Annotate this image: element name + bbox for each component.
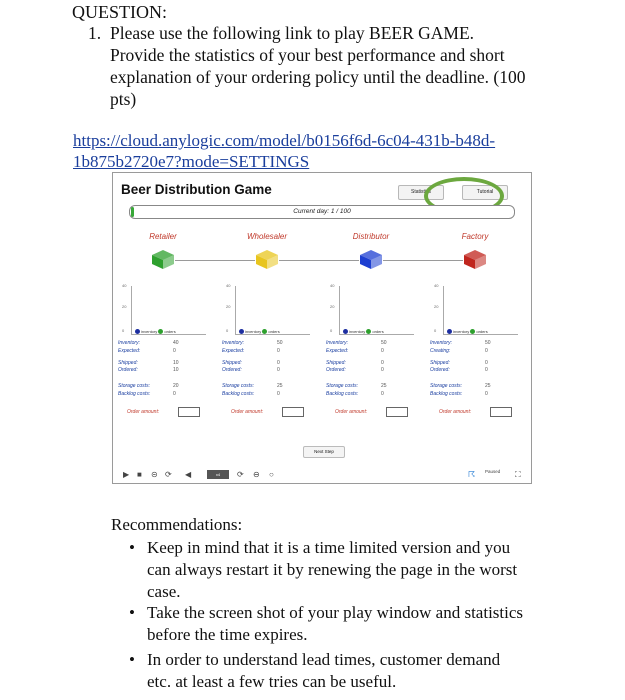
order-amount-label: Order amount: bbox=[335, 409, 368, 415]
ordered-stat: Ordered: 10 bbox=[118, 367, 179, 373]
chain-column bbox=[321, 228, 421, 438]
expected-stat: Expected: 0 bbox=[118, 348, 176, 354]
link-line[interactable]: 1b875b2720e7?mode=SETTINGS bbox=[73, 152, 310, 171]
order-amount-label: Order amount: bbox=[231, 409, 264, 415]
game-screenshot bbox=[112, 172, 532, 484]
inventory-stat: Inventory: 50 bbox=[326, 340, 387, 346]
inventory-dot-icon bbox=[239, 329, 244, 334]
inventory-chart: 40 20 0 bbox=[235, 286, 310, 335]
refresh-icon[interactable]: ⟳ bbox=[165, 470, 172, 479]
order-amount-input[interactable] bbox=[282, 407, 304, 417]
chain-column bbox=[113, 228, 213, 438]
orders-dot-icon bbox=[158, 329, 163, 334]
zoom-icon[interactable]: ⊖ bbox=[253, 470, 260, 479]
backlog-cost-stat: Backlog costs: 0 bbox=[430, 391, 488, 397]
expected-stat: Creating: 0 bbox=[430, 348, 488, 354]
link-line[interactable]: https://cloud.anylogic.com/model/b0156f6d-6c04-431b-b48d- bbox=[73, 131, 496, 150]
current-day-label: Current day: 1 / 100 bbox=[293, 208, 351, 215]
item-number: 1. bbox=[88, 23, 102, 43]
backlog-cost-stat: Backlog costs: 0 bbox=[326, 391, 384, 397]
legend-orders: orders bbox=[476, 329, 488, 334]
item-text bbox=[110, 22, 580, 110]
order-amount-label: Order amount: bbox=[127, 409, 160, 415]
tutorial-button[interactable]: Tutorial bbox=[462, 185, 508, 200]
step-icon[interactable]: ⊝ bbox=[151, 470, 158, 479]
settings-icon[interactable]: ○ bbox=[269, 470, 274, 479]
status-label: Paused bbox=[485, 469, 501, 474]
orders-dot-icon bbox=[262, 329, 267, 334]
legend-inventory: inventory bbox=[453, 329, 470, 334]
expected-stat: Expected: 0 bbox=[326, 348, 384, 354]
recommendation-text bbox=[147, 602, 557, 646]
storage-cost-stat: Storage costs: 25 bbox=[430, 383, 491, 389]
bullet: • bbox=[129, 650, 135, 669]
legend-inventory: inventory bbox=[141, 329, 158, 334]
chart-legend bbox=[447, 329, 527, 334]
column-name: Distributor bbox=[352, 232, 390, 241]
recommendation-line: Take the screen shot of your play window and statistics bbox=[147, 603, 524, 622]
ordered-stat: Ordered: 0 bbox=[222, 367, 280, 373]
column-name: Retailer bbox=[149, 232, 177, 241]
shipped-stat: Shipped: 0 bbox=[430, 360, 488, 366]
chain-column bbox=[217, 228, 317, 438]
recommendation-line: can always restart it by renewing the page in the worst bbox=[147, 560, 518, 579]
inventory-stat: Inventory: 50 bbox=[222, 340, 283, 346]
order-amount-label: Order amount: bbox=[439, 409, 472, 415]
legend-orders: orders bbox=[372, 329, 384, 334]
question-header: QUESTION: bbox=[72, 2, 167, 22]
inventory-stat: Inventory: 40 bbox=[118, 340, 179, 346]
inventory-dot-icon bbox=[343, 329, 348, 334]
statistics-button[interactable]: Statistics bbox=[398, 185, 444, 200]
orders-dot-icon bbox=[366, 329, 371, 334]
orders-dot-icon bbox=[470, 329, 475, 334]
shipped-stat: Shipped: 10 bbox=[118, 360, 179, 366]
speed-up-icon[interactable]: ⟳ bbox=[237, 470, 244, 479]
storage-cost-stat: Storage costs: 20 bbox=[118, 383, 179, 389]
chart-legend bbox=[343, 329, 423, 334]
legend-inventory: inventory bbox=[349, 329, 366, 334]
inventory-chart: 40 20 0 bbox=[339, 286, 414, 335]
expected-stat: Expected: 0 bbox=[222, 348, 280, 354]
item-line: Provide the statistics of your best performance and short bbox=[110, 45, 505, 65]
backlog-cost-stat: Backlog costs: 0 bbox=[118, 391, 176, 397]
stage-icon bbox=[359, 248, 383, 270]
game-title: Beer Distribution Game bbox=[121, 182, 272, 197]
recommendation-line: In order to understand lead times, customer demand bbox=[147, 650, 501, 669]
game-link[interactable] bbox=[73, 130, 553, 172]
item-line: explanation of your ordering policy until the deadline. (100 bbox=[110, 67, 526, 87]
inventory-chart: 40 20 0 bbox=[443, 286, 518, 335]
chart-legend bbox=[135, 329, 215, 334]
stop-icon[interactable]: ■ bbox=[137, 470, 142, 479]
inventory-stat: Inventory: 50 bbox=[430, 340, 491, 346]
storage-cost-stat: Storage costs: 25 bbox=[222, 383, 283, 389]
order-amount-input[interactable] bbox=[490, 407, 512, 417]
recommendation-line: before the time expires. bbox=[147, 625, 308, 644]
ordered-stat: Ordered: 0 bbox=[430, 367, 488, 373]
stage-icon bbox=[151, 248, 175, 270]
play-icon[interactable]: ▶ bbox=[123, 470, 130, 479]
next-step-button[interactable]: Next Step bbox=[303, 446, 345, 458]
day-progress-bar bbox=[129, 205, 515, 219]
recommendation-line: case. bbox=[147, 582, 181, 601]
ordered-stat: Ordered: 0 bbox=[326, 367, 384, 373]
stage-icon bbox=[463, 248, 487, 270]
recommendations-header: Recommendations: bbox=[111, 515, 243, 534]
stage-icon bbox=[255, 248, 279, 270]
bullet: • bbox=[129, 538, 135, 557]
shipped-stat: Shipped: 0 bbox=[326, 360, 384, 366]
legend-inventory: inventory bbox=[245, 329, 262, 334]
fullscreen-icon[interactable]: ⛶ bbox=[515, 470, 521, 479]
order-amount-input[interactable] bbox=[178, 407, 200, 417]
bullet: • bbox=[129, 603, 135, 622]
shipped-stat: Shipped: 0 bbox=[222, 360, 280, 366]
item-line: pts) bbox=[110, 89, 137, 109]
recommendation-text bbox=[147, 649, 557, 693]
speed-indicator: x4 bbox=[207, 470, 229, 479]
column-name: Wholesaler bbox=[246, 232, 287, 241]
legend-orders: orders bbox=[268, 329, 280, 334]
slow-down-icon[interactable]: ◀ bbox=[185, 470, 192, 479]
item-line: Please use the following link to play BEER GAME. bbox=[110, 23, 475, 43]
recommendation-line: Keep in mind that it is a time limited version and you bbox=[147, 538, 511, 557]
inventory-dot-icon bbox=[447, 329, 452, 334]
chain-column bbox=[425, 228, 525, 438]
recommendation-text bbox=[147, 537, 557, 603]
recommendation-line: etc. at least a few tries can be useful. bbox=[147, 672, 397, 691]
storage-cost-stat: Storage costs: 25 bbox=[326, 383, 387, 389]
anylogic-logo-icon: ☈ bbox=[468, 470, 476, 479]
chart-legend bbox=[239, 329, 319, 334]
inventory-dot-icon bbox=[135, 329, 140, 334]
column-name: Factory bbox=[461, 232, 489, 241]
inventory-chart: 40 20 0 bbox=[131, 286, 206, 335]
order-amount-input[interactable] bbox=[386, 407, 408, 417]
legend-orders: orders bbox=[164, 329, 176, 334]
backlog-cost-stat: Backlog costs: 0 bbox=[222, 391, 280, 397]
